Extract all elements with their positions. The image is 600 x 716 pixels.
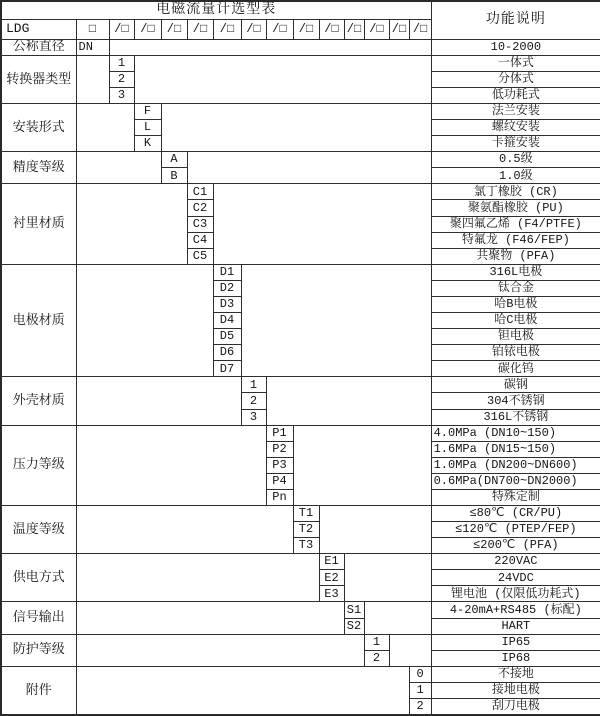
code-cell: Pn [266,489,293,505]
description-cell: 螺纹安装 [431,120,600,136]
description-cell: 铂铱电极 [431,345,600,361]
description-cell: 316L不锈钢 [431,409,600,425]
description-cell: 304不锈钢 [431,393,600,409]
description-cell: ≤80℃ (CR/PU) [431,505,600,521]
category-label: 公称直径 [1,39,76,55]
code-cell: 2 [364,650,389,666]
description-cell: 卡箍安装 [431,136,600,152]
code-cell: F [134,104,161,120]
description-cell: 一体式 [431,55,600,71]
model-code-slot: /□ [241,19,266,39]
spacer-cell [76,554,319,602]
spacer-cell [76,505,293,553]
description-cell: 钽电极 [431,329,600,345]
description-cell: 钛合金 [431,280,600,296]
code-cell: T1 [293,505,319,521]
code-cell: C3 [187,216,213,232]
description-cell: 哈B电极 [431,296,600,312]
spacer-cell [364,602,431,634]
function-column-header: 功能说明 [431,1,600,39]
category-label: 防护等级 [1,634,76,666]
description-cell: ≤120℃ (PTEP/FEP) [431,522,600,538]
code-cell: D3 [213,296,241,312]
code-cell: D5 [213,329,241,345]
code-cell: 2 [409,698,431,715]
model-code-slot: /□ [319,19,344,39]
category-label: 附件 [1,666,76,715]
category-label: 转换器类型 [1,55,76,103]
code-cell: D1 [213,264,241,280]
model-code-slot: /□ [409,19,431,39]
description-cell: 碳化钨 [431,361,600,377]
code-cell: T3 [293,538,319,554]
code-cell: P2 [266,441,293,457]
model-code-slot: /□ [134,19,161,39]
category-label: 外壳材质 [1,377,76,425]
description-cell: ≤200℃ (PFA) [431,538,600,554]
code-cell: 1 [409,682,431,698]
category-label: 安装形式 [1,104,76,152]
spacer-cell [344,554,431,602]
code-cell: C1 [187,184,213,200]
description-cell: 碳钢 [431,377,600,393]
description-cell: 聚四氟乙烯 (F4/PTFE) [431,216,600,232]
spacer-cell [161,104,431,152]
code-cell: D6 [213,345,241,361]
spacer-cell [76,602,344,634]
code-cell: S2 [344,618,364,634]
model-code-slot: /□ [344,19,364,39]
description-cell: 0.6MPa(DN700~DN2000) [431,473,600,489]
model-code-slot: /□ [389,19,409,39]
code-cell: 3 [109,87,134,103]
description-cell: 316L电极 [431,264,600,280]
description-cell: 分体式 [431,71,600,87]
description-cell: 24VDC [431,570,600,586]
code-cell: E2 [319,570,344,586]
model-code-slot: /□ [364,19,389,39]
model-code-slot: /□ [109,19,134,39]
description-cell: 法兰安装 [431,104,600,120]
code-cell: T2 [293,522,319,538]
table-title: 电磁流量计选型表 [1,1,431,19]
model-code-slot: /□ [187,19,213,39]
model-code-slot: /□ [293,19,319,39]
description-cell: 接地电极 [431,682,600,698]
spacer-cell [134,55,431,103]
description-cell: IP68 [431,650,600,666]
category-label: 电极材质 [1,264,76,377]
code-cell: B [161,168,187,184]
spacer-cell [213,184,431,264]
model-code-slot: /□ [161,19,187,39]
category-label: 衬里材质 [1,184,76,264]
code-cell: L [134,120,161,136]
description-cell: 聚氨酯橡胶 (PU) [431,200,600,216]
code-cell: D2 [213,280,241,296]
category-label: 精度等级 [1,152,76,184]
description-cell: 4.0MPa (DN10~150) [431,425,600,441]
spacer-cell [76,666,409,715]
spacer-cell [187,152,431,184]
model-prefix: LDG [1,19,76,39]
spacer-cell [241,264,431,377]
description-cell: 1.0级 [431,168,600,184]
spacer-cell [76,184,187,264]
category-label: 信号输出 [1,602,76,634]
code-cell: P1 [266,425,293,441]
description-cell: 氯丁橡胶 (CR) [431,184,600,200]
spacer-cell [293,425,431,505]
code-cell: K [134,136,161,152]
code-cell: C4 [187,232,213,248]
code-cell: DN [76,39,109,55]
description-cell: 4-20mA+RS485 (标配) [431,602,600,618]
description-cell: 10-2000 [431,39,600,55]
code-cell: E1 [319,554,344,570]
description-cell: 不接地 [431,666,600,682]
code-cell: 1 [241,377,266,393]
description-cell: 0.5级 [431,152,600,168]
code-cell: 1 [364,634,389,650]
spacer-cell [76,634,364,666]
code-cell: D4 [213,313,241,329]
code-cell: 2 [241,393,266,409]
code-cell: 2 [109,71,134,87]
description-cell: 刮刀电极 [431,698,600,715]
spacer-cell [266,377,431,425]
code-cell: S1 [344,602,364,618]
model-code-slot: /□ [213,19,241,39]
code-cell: P3 [266,457,293,473]
code-cell: P4 [266,473,293,489]
code-cell: C5 [187,248,213,264]
category-label: 压力等级 [1,425,76,505]
description-cell: IP65 [431,634,600,650]
spacer-cell [76,377,241,425]
description-cell: 锂电池 (仅限低功耗式) [431,586,600,602]
category-label: 供电方式 [1,554,76,602]
description-cell: 特氟龙 (F46/FEP) [431,232,600,248]
code-cell: 0 [409,666,431,682]
spacer-cell [76,152,161,184]
category-label: 温度等级 [1,505,76,553]
description-cell: 1.0MPa (DN200~DN600) [431,457,600,473]
spacer-cell [76,425,266,505]
code-cell: D7 [213,361,241,377]
spacer-cell [76,55,109,103]
code-cell: 1 [109,55,134,71]
description-cell: 共聚物 (PFA) [431,248,600,264]
spacer-cell [319,505,431,553]
description-cell: 低功耗式 [431,87,600,103]
description-cell: 哈C电极 [431,313,600,329]
spacer-cell [109,39,431,55]
spacer-cell [389,634,431,666]
description-cell: 220VAC [431,554,600,570]
description-cell: 特殊定制 [431,489,600,505]
code-cell: A [161,152,187,168]
description-cell: HART [431,618,600,634]
spacer-cell [76,104,134,152]
spacer-cell [76,264,213,377]
model-code-box: □ [76,19,109,39]
code-cell: E3 [319,586,344,602]
code-cell: C2 [187,200,213,216]
description-cell: 1.6MPa (DN15~150) [431,441,600,457]
code-cell: 3 [241,409,266,425]
model-code-slot: /□ [266,19,293,39]
